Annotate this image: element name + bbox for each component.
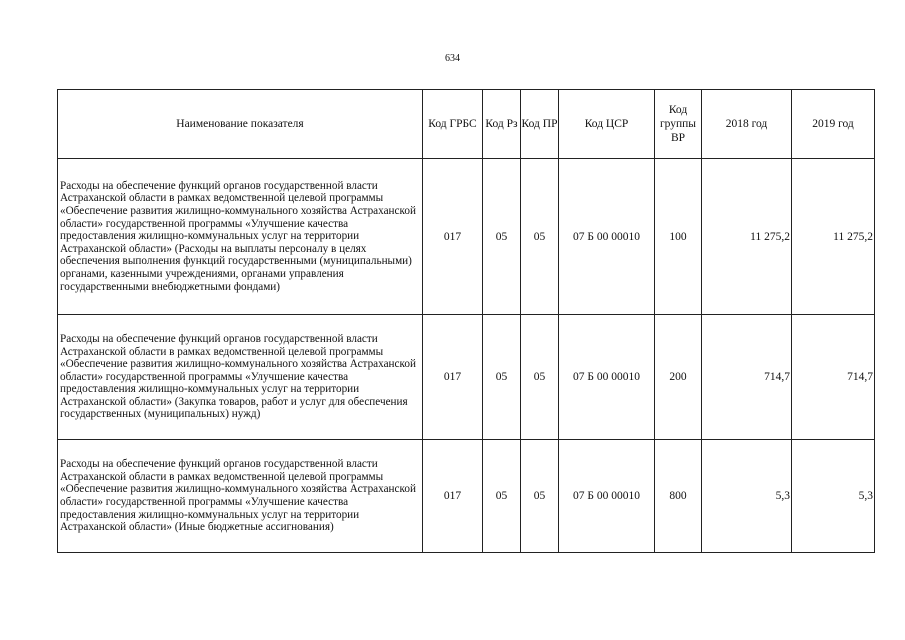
row-pr: 05	[521, 159, 559, 315]
row-rz: 05	[483, 159, 521, 315]
row-2018: 11 275,2	[702, 159, 792, 315]
row-grbs: 017	[423, 315, 483, 440]
row-csr: 07 Б 00 00010	[559, 159, 655, 315]
row-vr: 800	[655, 440, 702, 553]
header-vr: Код группы ВР	[655, 90, 702, 159]
table-header-row	[58, 90, 875, 159]
header-name: Наименование показателя	[58, 90, 423, 159]
header-2018: 2018 год	[702, 90, 792, 159]
header-2019: 2019 год	[792, 90, 875, 159]
row-2019: 11 275,2	[792, 159, 875, 315]
header-grbs: Код ГРБС	[423, 90, 483, 159]
row-name: Расходы на обеспечение функций органов государственной власти Астраханской области в рамках ведомственной целевой программы «Обеспечение развития жилищно-коммунального хозяйства Астраханской области» государственной программы «Улучшение качества предоставления жилищно-коммунальных услуг на территории Астраханской области» (Иные бюджетные ассигнования)	[58, 440, 423, 553]
row-name: Расходы на обеспечение функций органов государственной власти Астраханской области в рамках ведомственной целевой программы «Обеспечение развития жилищно-коммунального хозяйства Астраханской области» государственной программы «Улучшение качества предоставления жилищно-коммунальных услуг на территории Астраханской области» (Расходы на выплаты персоналу в целях обеспечения выполнения функций государственными (муниципальными) органами, казенными учреждениями, органами управления государственными внебюджетными фондами)	[58, 159, 423, 315]
row-csr: 07 Б 00 00010	[559, 315, 655, 440]
row-csr: 07 Б 00 00010	[559, 440, 655, 553]
row-vr: 100	[655, 159, 702, 315]
row-2018: 714,7	[702, 315, 792, 440]
header-csr: Код ЦСР	[559, 90, 655, 159]
row-vr: 200	[655, 315, 702, 440]
row-rz: 05	[483, 315, 521, 440]
budget-table	[57, 89, 875, 553]
page-number: 634	[445, 53, 460, 64]
row-pr: 05	[521, 440, 559, 553]
header-rz: Код Рз	[483, 90, 521, 159]
row-2018: 5,3	[702, 440, 792, 553]
table-row	[58, 440, 875, 553]
table-row	[58, 315, 875, 440]
row-rz: 05	[483, 440, 521, 553]
row-grbs: 017	[423, 159, 483, 315]
row-name: Расходы на обеспечение функций органов государственной власти Астраханской области в рамках ведомственной целевой программы «Обеспечение развития жилищно-коммунального хозяйства Астраханской области» государственной программы «Улучшение качества предоставления жилищно-коммунальных услуг на территории Астраханской области» (Закупка товаров, работ и услуг для обеспечения государственных (муниципальных) нужд)	[58, 315, 423, 440]
row-pr: 05	[521, 315, 559, 440]
row-grbs: 017	[423, 440, 483, 553]
row-2019: 714,7	[792, 315, 875, 440]
table-row	[58, 159, 875, 315]
header-pr: Код ПР	[521, 90, 559, 159]
row-2019: 5,3	[792, 440, 875, 553]
